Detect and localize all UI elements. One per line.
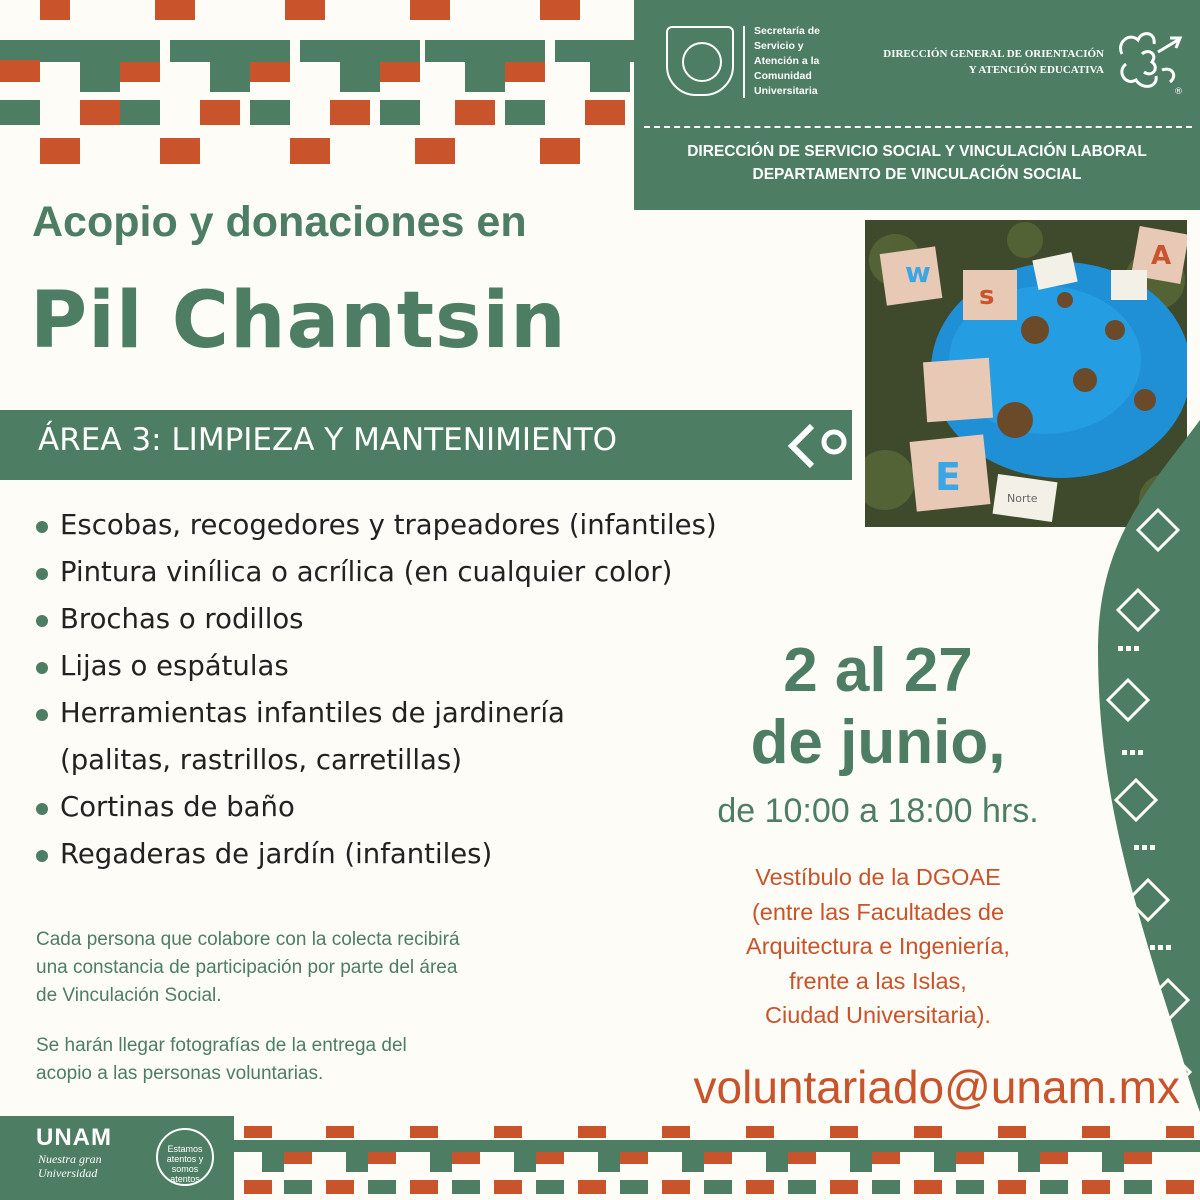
- area-title: ÁREA 3: LIMPIEZA Y MANTENIMIENTO: [38, 422, 618, 458]
- list-item: Pintura vinílica o acrílica (en cualquier color): [36, 549, 866, 596]
- top-pattern: [0, 0, 634, 170]
- dgoae-logo-icon: [1112, 24, 1186, 98]
- date-range: 2 al 27: [783, 636, 973, 705]
- photo-letter: E: [935, 455, 961, 499]
- unam-crest-icon: [666, 26, 734, 96]
- photo-letter: s: [979, 281, 995, 311]
- constancia-note: Cada persona que colabore con la colecta recibirá una constancia de participación por parte del área de Vinculación Social.: [36, 929, 460, 1006]
- dashed-separator: [644, 126, 1192, 128]
- time-range: de 10:00 a 18:00 hrs.: [717, 792, 1039, 830]
- unam-tagline: Nuestra gran Universidad: [38, 1152, 102, 1180]
- list-item-continuation: (palitas, rastrillos, carretillas): [60, 744, 462, 776]
- list-item: Brochas o rodillos: [36, 596, 866, 643]
- header-panel: [634, 0, 1200, 210]
- list-item: Lijas o espátulas: [36, 643, 866, 690]
- dgoae-label: DIRECCIÓN GENERAL DE ORIENTACIÓN Y ATENCIÓN EDUCATIVA: [883, 48, 1104, 76]
- list-item: Cortinas de baño: [36, 784, 866, 831]
- bullet-icon: [36, 709, 48, 721]
- chevron-circle-icon: [786, 420, 852, 470]
- unam-logo: UNAM: [36, 1124, 112, 1151]
- secretaria-label: Secretaría de Servicio y Atención a la Comunidad Universitaria: [754, 25, 820, 97]
- bullet-icon: [36, 615, 48, 627]
- date-month: de junio,: [750, 708, 1006, 777]
- bullet-icon: [36, 568, 48, 580]
- list-item: Herramientas infantiles de jardinería (palitas, rastrillos, carretillas): [36, 690, 866, 784]
- estamos-atentos-stamp-icon: Estamos atentos y somos atentos: [156, 1128, 214, 1186]
- contact-email[interactable]: voluntariado@unam.mx: [693, 1061, 1180, 1113]
- list-item: Escobas, recogedores y trapeadores (infantiles): [36, 502, 866, 549]
- unam-footer-block: [0, 1116, 234, 1200]
- bottom-pattern: [234, 1126, 1200, 1200]
- svg-text:®: ®: [1174, 87, 1183, 97]
- divider: [743, 26, 745, 98]
- location-text: Vestíbulo de la DGOAE (entre las Facultades de Arquitectura e Ingeniería, frente a las Islas, Ciudad Universitaria).: [746, 864, 1010, 1028]
- bullet-icon: [36, 850, 48, 862]
- photos-note: Se harán llegar fotografías de la entrega del acopio a las personas voluntarias.: [36, 1035, 407, 1084]
- bullet-icon: [36, 662, 48, 674]
- bullet-icon: [36, 803, 48, 815]
- photo-letter: A: [1151, 241, 1172, 271]
- bullet-icon: [36, 521, 48, 533]
- list-item: Regaderas de jardín (infantiles): [36, 831, 866, 878]
- serpent-decoration: [1088, 420, 1200, 1112]
- photo-card-text: Norte: [1007, 492, 1038, 505]
- direccion-label: DIRECCIÓN DE SERVICIO SOCIAL Y VINCULACIÓN LABORAL DEPARTAMENTO DE VINCULACIÓN SOCIAL: [687, 143, 1147, 183]
- area-banner: [0, 410, 852, 480]
- title-subheading: Acopio y donaciones en: [32, 198, 527, 246]
- page-title: Pil Chantsin: [30, 276, 567, 366]
- photo-letter: w: [905, 256, 931, 289]
